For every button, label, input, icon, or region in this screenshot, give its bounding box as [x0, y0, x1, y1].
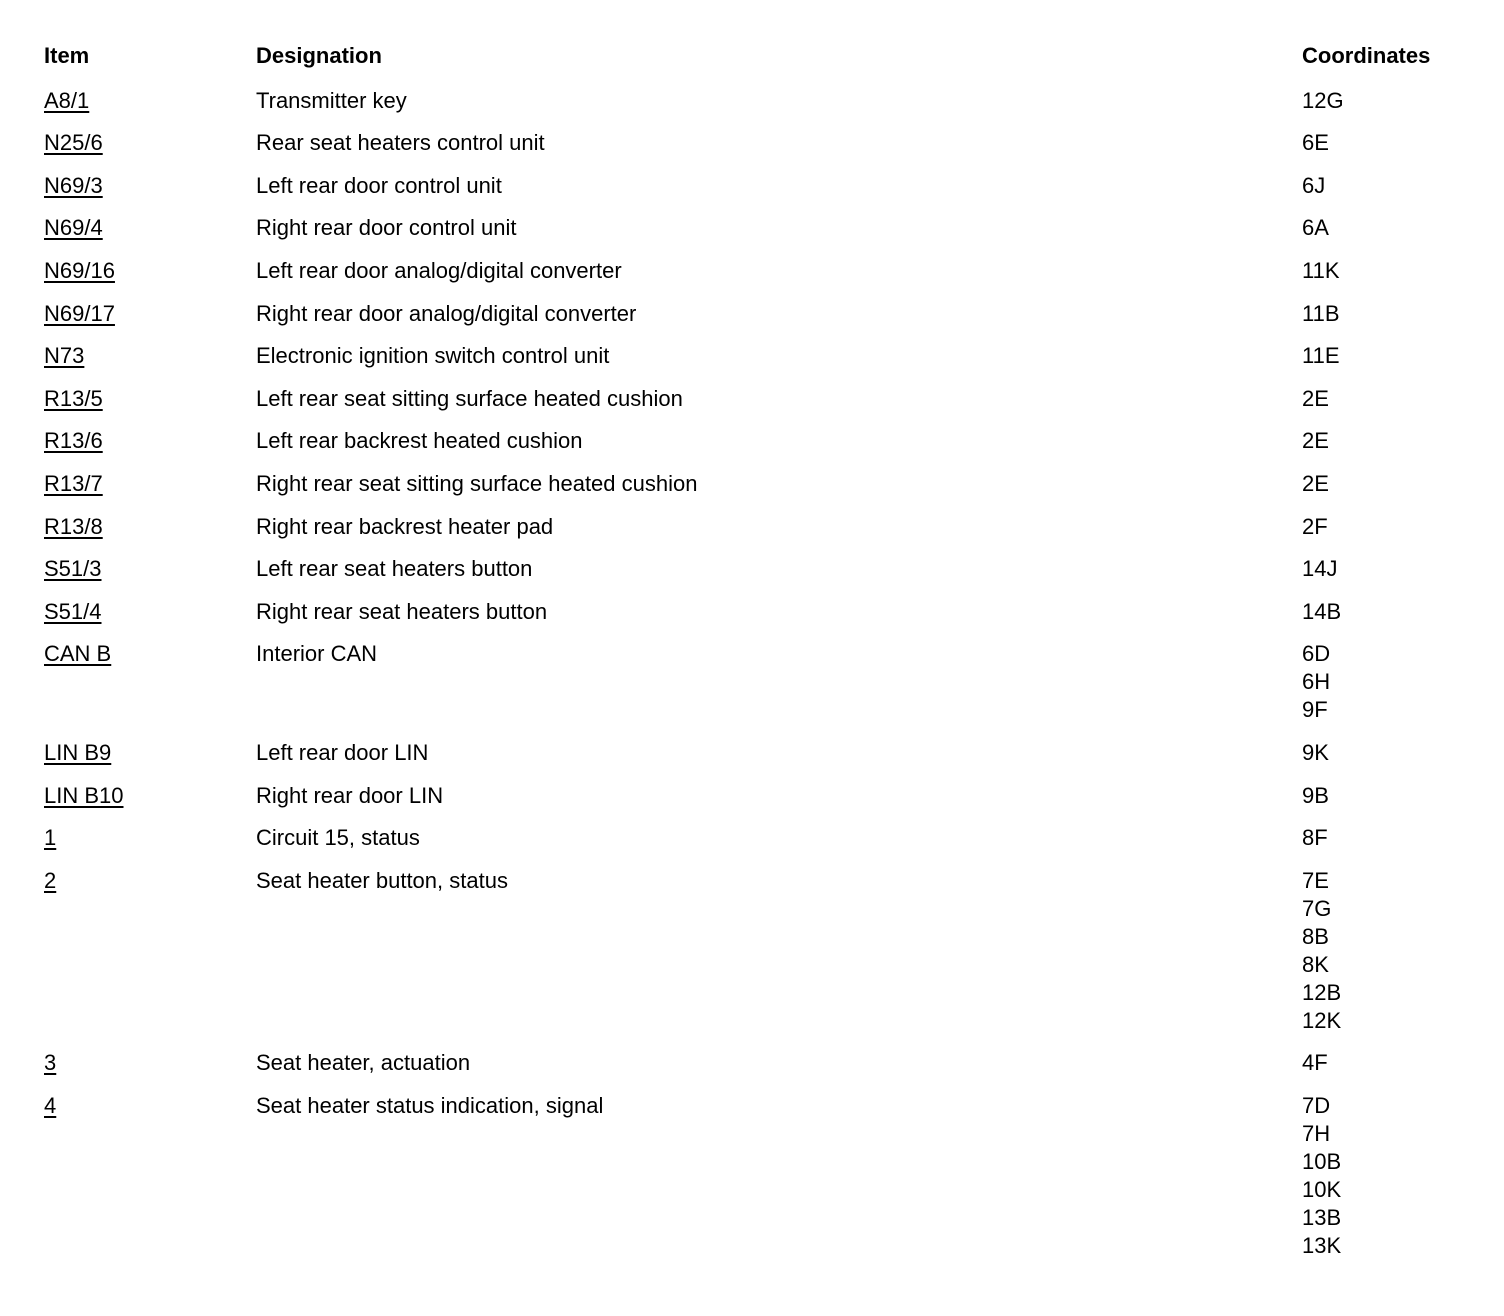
- coordinates-cell: [1302, 1049, 1484, 1077]
- table-row: [44, 427, 1484, 455]
- item-link[interactable]: N73: [44, 343, 85, 369]
- item-link[interactable]: 3: [44, 1050, 57, 1076]
- coordinate-value: 6H: [1302, 669, 1331, 695]
- table-row: [44, 470, 1484, 498]
- coordinate-value: 13K: [1302, 1232, 1342, 1258]
- designation-cell: Interior CAN: [256, 641, 378, 667]
- designation-cell: Rear seat heaters control unit: [256, 130, 545, 156]
- header-item: Item: [44, 43, 90, 68]
- coordinates-cell: [1302, 129, 1484, 157]
- item-cell: [44, 427, 256, 455]
- coordinate-value: 8B: [1302, 923, 1329, 949]
- item-link[interactable]: N25/6: [44, 130, 103, 156]
- designation-cell: Right rear seat heaters button: [256, 598, 548, 624]
- coordinate-value: 11B: [1302, 300, 1340, 326]
- item-link[interactable]: LIN B9: [44, 739, 112, 765]
- item-cell: [44, 739, 256, 767]
- table-row: [44, 555, 1484, 583]
- coordinates-cell: [1302, 172, 1484, 200]
- table-row: [44, 782, 1484, 810]
- coordinates-cell: [1302, 739, 1484, 767]
- table-row: [44, 87, 1484, 115]
- coordinate-value: 4F: [1302, 1050, 1328, 1076]
- coordinates-cell: [1302, 867, 1484, 1035]
- legend-table: [44, 42, 1484, 1260]
- designation-cell: Right rear door analog/digital converter: [256, 300, 637, 326]
- coordinates-cell: [1302, 555, 1484, 583]
- designation-cell: Right rear seat sitting surface heated cushion: [256, 470, 698, 496]
- item-cell: [44, 129, 256, 157]
- coordinate-value: 7D: [1302, 1092, 1331, 1118]
- table-row: [44, 1092, 1484, 1260]
- coordinates-cell: [1302, 1092, 1484, 1260]
- coordinate-value: 6D: [1302, 641, 1331, 667]
- item-cell: [44, 172, 256, 200]
- header-designation: Designation: [256, 43, 382, 68]
- coordinates-cell: [1302, 385, 1484, 413]
- item-link[interactable]: N69/16: [44, 257, 115, 283]
- table-row: [44, 739, 1484, 767]
- coordinates-cell: [1302, 470, 1484, 498]
- item-cell: [44, 257, 256, 285]
- coordinates-cell: [1302, 824, 1484, 852]
- designation-cell: Left rear seat heaters button: [256, 556, 533, 582]
- table-row: [44, 385, 1484, 413]
- designation-cell: Right rear door LIN: [256, 782, 444, 808]
- item-cell: [44, 867, 256, 1035]
- item-link[interactable]: A8/1: [44, 87, 90, 113]
- designation-cell: Left rear backrest heated cushion: [256, 428, 583, 454]
- item-cell: [44, 214, 256, 242]
- item-link[interactable]: R13/5: [44, 385, 103, 411]
- coordinate-value: 10B: [1302, 1148, 1342, 1174]
- coordinates-cell: [1302, 257, 1484, 285]
- item-cell: [44, 1049, 256, 1077]
- item-cell: [44, 640, 256, 724]
- header-coordinates: Coordinates: [1302, 43, 1431, 68]
- coordinate-value: 12B: [1302, 979, 1342, 1005]
- coordinate-value: 12G: [1302, 87, 1344, 113]
- table-row: [44, 300, 1484, 328]
- item-cell: [44, 555, 256, 583]
- table-row: [44, 598, 1484, 626]
- table-row: [44, 513, 1484, 541]
- coordinate-value: 11K: [1302, 257, 1340, 283]
- item-link[interactable]: S51/3: [44, 556, 102, 582]
- designation-cell: Circuit 15, status: [256, 825, 420, 851]
- coordinate-value: 2E: [1302, 385, 1329, 411]
- item-cell: [44, 385, 256, 413]
- coordinate-value: 14B: [1302, 598, 1342, 624]
- designation-cell: Seat heater status indication, signal: [256, 1092, 604, 1118]
- coordinate-value: 6E: [1302, 130, 1329, 156]
- table-row: [44, 214, 1484, 242]
- designation-cell: Left rear door analog/digital converter: [256, 257, 622, 283]
- item-link[interactable]: 4: [44, 1092, 57, 1118]
- coordinate-value: 12K: [1302, 1007, 1342, 1033]
- designation-cell: Right rear backrest heater pad: [256, 513, 554, 539]
- item-cell: [44, 300, 256, 328]
- coordinate-value: 7E: [1302, 867, 1329, 893]
- coordinate-value: 6A: [1302, 215, 1329, 241]
- item-cell: [44, 598, 256, 626]
- designation-cell: Left rear door LIN: [256, 739, 429, 765]
- coordinate-value: 14J: [1302, 556, 1338, 582]
- designation-cell: Transmitter key: [256, 87, 407, 113]
- coordinate-value: 10K: [1302, 1176, 1342, 1202]
- coordinate-value: 11E: [1302, 343, 1340, 369]
- coordinates-cell: [1302, 87, 1484, 115]
- coordinate-value: 9B: [1302, 782, 1329, 808]
- table-row: [44, 867, 1484, 1035]
- item-link[interactable]: CAN B: [44, 641, 112, 667]
- item-link[interactable]: R13/7: [44, 470, 103, 496]
- item-cell: [44, 1092, 256, 1260]
- item-cell: [44, 824, 256, 852]
- item-cell: [44, 782, 256, 810]
- table-row: [44, 129, 1484, 157]
- coordinates-cell: [1302, 300, 1484, 328]
- coordinate-value: 8K: [1302, 951, 1329, 977]
- item-link[interactable]: R13/6: [44, 428, 103, 454]
- coordinate-value: 9K: [1302, 739, 1329, 765]
- table-row: [44, 257, 1484, 285]
- table-row: [44, 1049, 1484, 1077]
- coordinate-value: 2E: [1302, 428, 1329, 454]
- item-cell: [44, 342, 256, 370]
- table-row: [44, 342, 1484, 370]
- designation-cell: Seat heater, actuation: [256, 1050, 471, 1076]
- coordinate-value: 13B: [1302, 1204, 1342, 1230]
- coordinates-cell: [1302, 342, 1484, 370]
- table-row: [44, 172, 1484, 200]
- coordinate-value: 2F: [1302, 513, 1328, 539]
- item-cell: [44, 513, 256, 541]
- legend-header-row: [44, 42, 1484, 72]
- table-row: [44, 640, 1484, 724]
- coordinate-value: 2E: [1302, 470, 1329, 496]
- item-link[interactable]: LIN B10: [44, 782, 124, 808]
- coordinates-cell: [1302, 640, 1484, 724]
- item-link[interactable]: N69/4: [44, 215, 103, 241]
- item-link[interactable]: 1: [44, 825, 57, 851]
- designation-cell: Right rear door control unit: [256, 215, 517, 241]
- coordinates-cell: [1302, 782, 1484, 810]
- designation-cell: Left rear door control unit: [256, 172, 502, 198]
- coordinate-value: 7G: [1302, 895, 1332, 921]
- item-link[interactable]: R13/8: [44, 513, 103, 539]
- coordinates-cell: [1302, 598, 1484, 626]
- legend-rows: [44, 87, 1484, 1260]
- coordinate-value: 6J: [1302, 172, 1326, 198]
- coordinate-value: 9F: [1302, 697, 1328, 723]
- designation-cell: Electronic ignition switch control unit: [256, 343, 610, 369]
- coordinate-value: 7H: [1302, 1120, 1331, 1146]
- item-cell: [44, 87, 256, 115]
- item-link[interactable]: 2: [44, 867, 57, 893]
- item-link[interactable]: N69/17: [44, 300, 115, 326]
- item-link[interactable]: S51/4: [44, 598, 102, 624]
- coordinates-cell: [1302, 513, 1484, 541]
- coordinate-value: 8F: [1302, 825, 1328, 851]
- designation-cell: Left rear seat sitting surface heated cushion: [256, 385, 683, 411]
- coordinates-cell: [1302, 427, 1484, 455]
- table-row: [44, 824, 1484, 852]
- item-cell: [44, 470, 256, 498]
- coordinates-cell: [1302, 214, 1484, 242]
- item-link[interactable]: N69/3: [44, 172, 103, 198]
- designation-cell: Seat heater button, status: [256, 867, 508, 893]
